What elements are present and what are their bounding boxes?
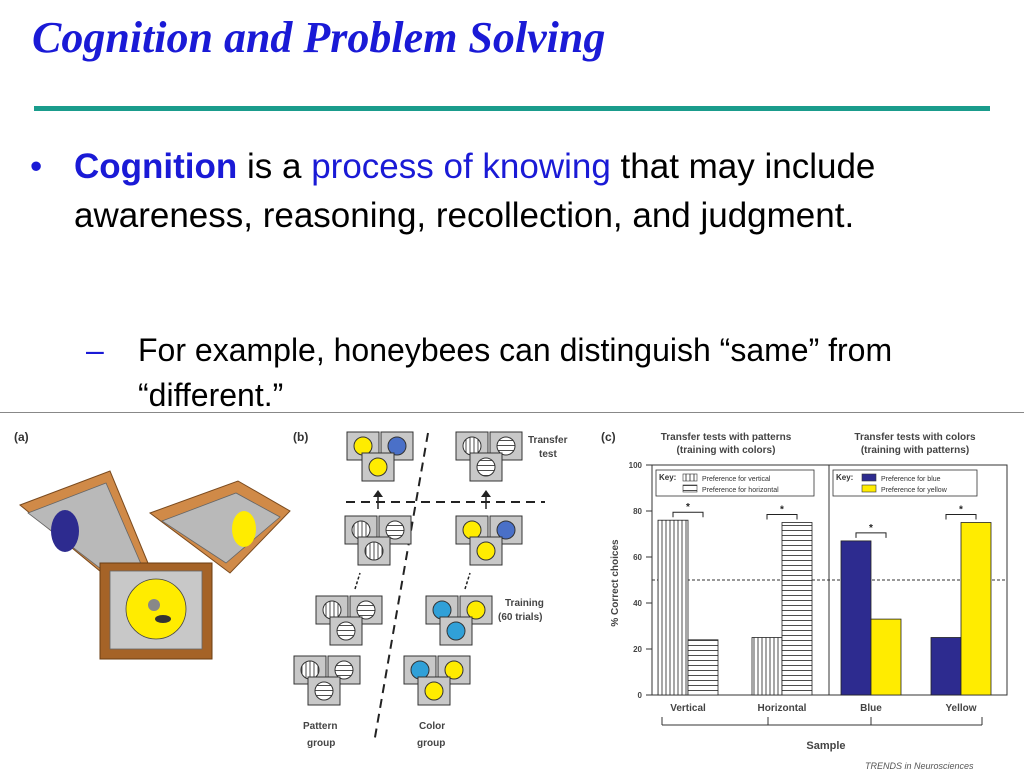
honeybee-figure — [0, 412, 1024, 769]
x-axis-label: Sample — [806, 740, 846, 752]
title-divider — [34, 106, 990, 111]
panel-a — [14, 430, 290, 659]
sub-bullet-text: For example, honeybees can distinguish “same” from “different.” — [138, 332, 893, 413]
legend-yellow: Preference for yellow — [881, 487, 947, 494]
y-axis-label: % Correct choices — [610, 539, 621, 627]
significance-marker: * — [869, 522, 873, 534]
training-color-2 — [426, 596, 492, 645]
significance-marker: * — [780, 504, 784, 516]
bullet-part2: that may include awareness, reasoning, recollection, and judgment. — [74, 147, 876, 235]
legend-horizontal: Preference for horizontal — [702, 487, 779, 494]
pattern-group-label-2: group — [307, 738, 336, 749]
arrowhead-1 — [373, 490, 383, 497]
figure-svg — [0, 413, 1024, 769]
x-tick-label: Blue — [860, 703, 882, 714]
significance-marker: * — [686, 502, 690, 514]
bullet-highlight: process of knowing — [311, 147, 611, 186]
y-tick-label: 0 — [637, 691, 642, 700]
panel-c — [601, 430, 1007, 769]
arrow-up-4 — [465, 573, 470, 589]
legend-swatch-horizontal — [683, 485, 697, 492]
panel-b-label: (b) — [293, 430, 309, 444]
group2-title-1: Transfer tests with colors — [854, 432, 976, 443]
legend-colors — [833, 470, 977, 496]
transfer-label-2: test — [539, 449, 557, 460]
group2-title-2: (training with patterns) — [860, 445, 970, 456]
legend-swatch-yellow — [862, 485, 876, 492]
slide-title: Cognition and Problem Solving — [32, 13, 606, 62]
bar — [871, 619, 901, 695]
significance-marker: * — [959, 504, 963, 516]
transfer-label-1: Transfer — [528, 435, 568, 446]
bar — [961, 523, 991, 696]
legend2-key: Key: — [836, 473, 854, 482]
legend-patterns — [656, 470, 814, 496]
figure-credit: TRENDS in Neurosciences — [865, 761, 974, 769]
y-tick-label: 20 — [633, 645, 642, 654]
bar — [841, 541, 871, 695]
blue-target — [51, 510, 79, 552]
training-label-2: (60 trials) — [498, 612, 543, 623]
bullet-dot: • — [30, 147, 43, 186]
pattern-group-label-1: Pattern — [303, 721, 338, 732]
bar — [688, 640, 718, 695]
color-group-label-2: group — [417, 738, 446, 749]
sub-bullet-dash: – — [86, 332, 104, 368]
bar — [931, 638, 961, 696]
bar — [658, 520, 688, 695]
x-tick-label: Yellow — [945, 703, 977, 714]
bar — [782, 523, 812, 696]
training-pattern-3 — [294, 656, 360, 705]
bullet-part1: is a — [237, 147, 312, 186]
legend-swatch-vertical — [683, 474, 697, 481]
y-tick-label: 40 — [633, 599, 642, 608]
bars — [658, 520, 991, 695]
legend-swatch-blue — [862, 474, 876, 481]
legend1-key: Key: — [659, 473, 677, 482]
arrowhead-2 — [481, 490, 491, 497]
y-ticks — [629, 461, 652, 700]
y-tick-label: 60 — [633, 553, 642, 562]
legend-vertical: Preference for vertical — [702, 476, 771, 483]
training-pattern-1 — [345, 516, 411, 565]
significance-brackets — [673, 502, 976, 538]
entrance-hole — [148, 599, 160, 611]
bullet-text — [74, 142, 924, 240]
transfer-test-pattern-group — [456, 432, 522, 481]
arrow-up-3 — [355, 573, 360, 589]
x-tick-labels — [670, 703, 977, 714]
bee-icon — [155, 615, 171, 623]
group1-title-1: Transfer tests with patterns — [660, 432, 792, 443]
y-tick-label: 100 — [628, 461, 642, 470]
bar — [752, 638, 782, 696]
training-label-1: Training — [505, 598, 544, 609]
training-color-1 — [456, 516, 522, 565]
panel-a-label: (a) — [14, 430, 29, 444]
legend-blue: Preference for blue — [881, 476, 941, 483]
group1-title-2: (training with colors) — [676, 445, 776, 456]
panel-b — [293, 430, 568, 749]
transfer-test-color-group — [347, 432, 413, 481]
training-color-3 — [404, 656, 470, 705]
bullet-term: Cognition — [74, 147, 238, 186]
y-tick-label: 80 — [633, 507, 642, 516]
training-pattern-2 — [316, 596, 382, 645]
x-tick-label: Horizontal — [757, 703, 807, 714]
panel-c-label: (c) — [601, 430, 616, 444]
yellow-target — [232, 511, 256, 547]
x-tick-label: Vertical — [670, 703, 706, 714]
color-group-label-1: Color — [419, 721, 446, 732]
